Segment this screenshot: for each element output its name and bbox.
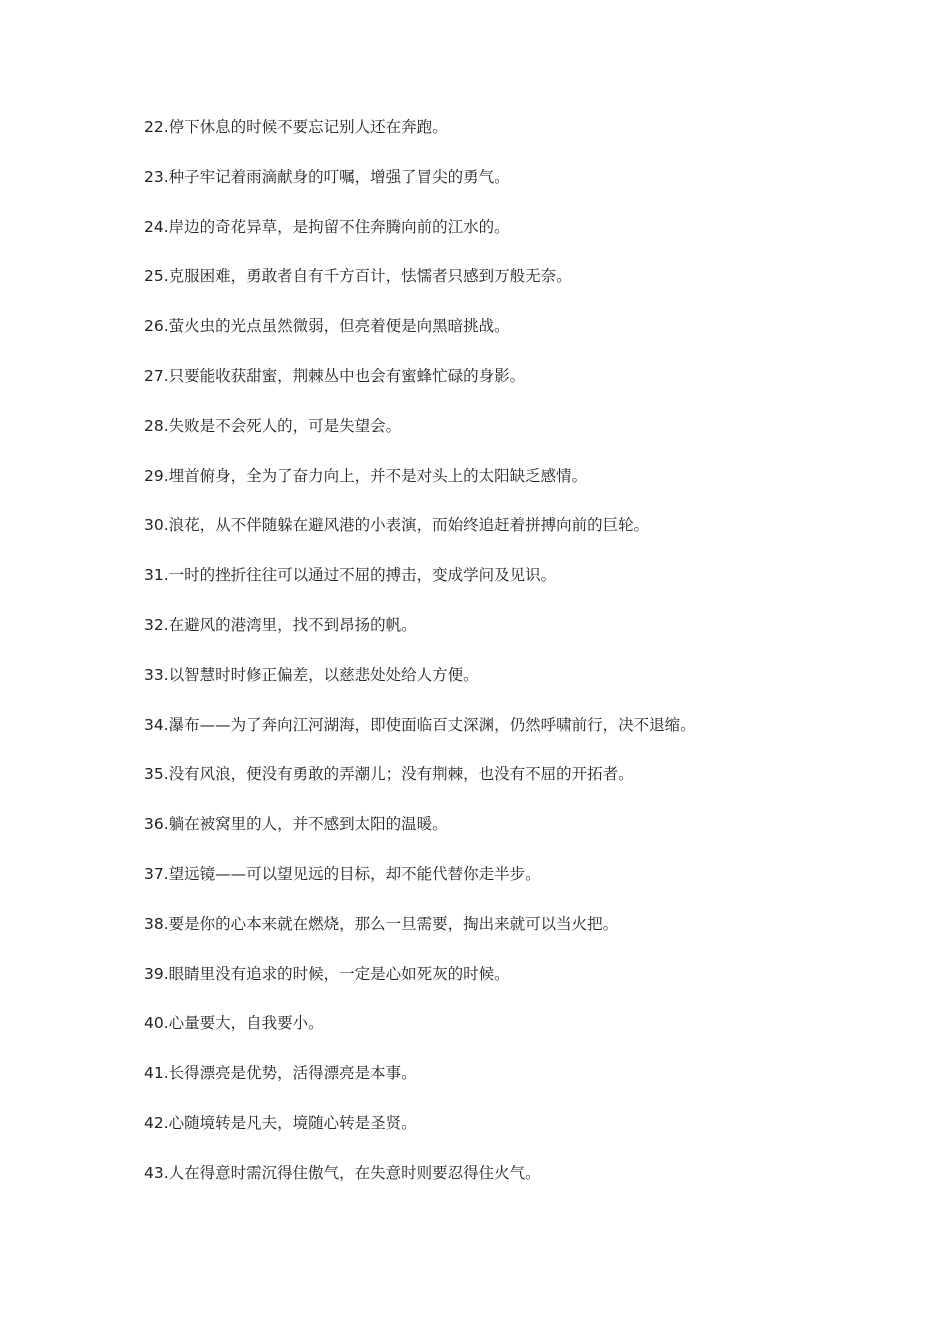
quote-item: 23.种子牢记着雨滴献身的叮嘱，增强了冒尖的勇气。: [144, 167, 510, 186]
quote-item: 26.萤火虫的光点虽然微弱，但亮着便是向黑暗挑战。: [144, 317, 510, 336]
quote-item: 41.长得漂亮是优势，活得漂亮是本事。: [144, 1064, 417, 1083]
quote-item: 36.躺在被窝里的人，并不感到太阳的温暖。: [144, 815, 448, 834]
quote-item: 28.失败是不会死人的，可是失望会。: [144, 416, 402, 435]
quote-item: 39.眼睛里没有追求的时候，一定是心如死灰的时候。: [144, 964, 510, 983]
quote-item: 24.岸边的奇花异草，是拘留不住奔腾向前的江水的。: [144, 217, 510, 236]
quote-item: 34.瀑布——为了奔向江河湖海，即使面临百丈深渊，仍然呼啸前行，决不退缩。: [144, 715, 696, 734]
quote-item: 29.埋首俯身，全为了奋力向上，并不是对头上的太阳缺乏感情。: [144, 466, 588, 485]
quote-item: 38.要是你的心本来就在燃烧，那么一旦需要，掏出来就可以当火把。: [144, 914, 619, 933]
quote-item: 22.停下休息的时候不要忘记别人还在奔跑。: [144, 118, 448, 136]
quote-item: 35.没有风浪，便没有勇敢的弄潮儿；没有荆棘，也没有不屈的开拓者。: [144, 765, 634, 784]
quote-item: 37.望远镜——可以望见远的目标，却不能代替你走半步。: [144, 864, 541, 883]
quote-item: 27.只要能收获甜蜜，荆棘丛中也会有蜜蜂忙碌的身影。: [144, 366, 526, 385]
quote-item: 33.以智慧时时修正偏差，以慈悲处处给人方便。: [144, 665, 479, 684]
quote-list: [144, 116, 904, 1212]
quote-item: 42.心随境转是凡夫，境随心转是圣贤。: [144, 1113, 417, 1132]
quote-item: 30.浪花，从不伴随躲在避风港的小表演，而始终追赶着拼搏向前的巨轮。: [144, 516, 650, 535]
quote-item: 25.克服困难，勇敢者自有千方百计，怯懦者只感到万般无奈。: [144, 267, 572, 286]
quote-item: 40.心量要大，自我要小。: [144, 1014, 324, 1033]
quote-item: 32.在避风的港湾里，找不到昂扬的帆。: [144, 615, 417, 634]
quote-item: 31.一时的挫折往往可以通过不屈的搏击，变成学问及见识。: [144, 566, 557, 585]
quote-item: 43.人在得意时需沉得住傲气，在失意时则要忍得住火气。: [144, 1163, 541, 1182]
